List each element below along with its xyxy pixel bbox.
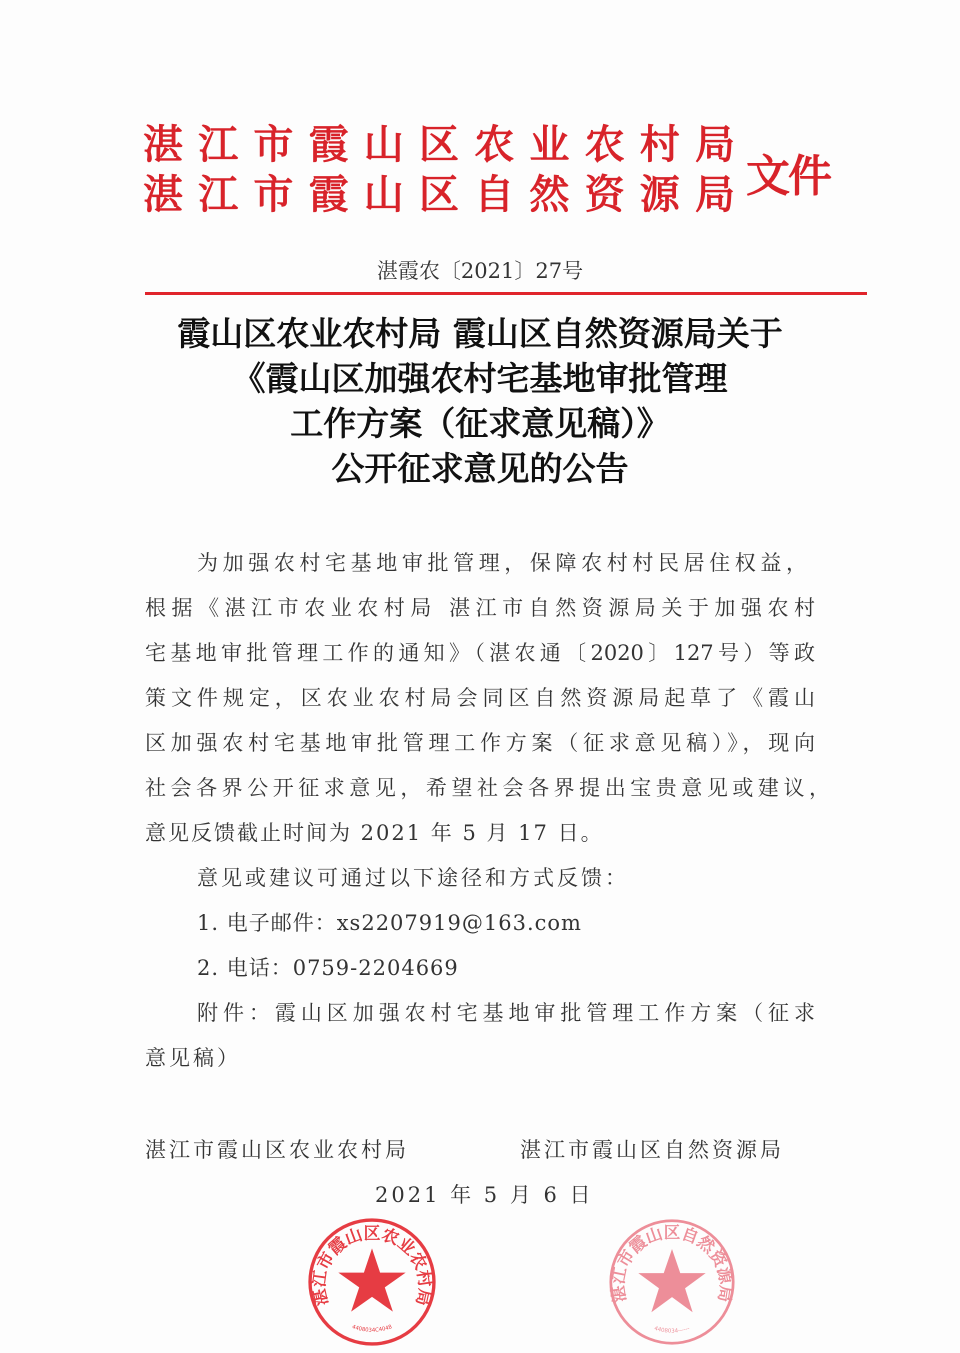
svg-text:湛江市霞山区农业农村局: 湛江市霞山区农业农村局	[308, 1222, 436, 1308]
issue-date: 2021 年 5 月 6 日	[375, 1183, 594, 1207]
title-line-2: 《霞山区加强农村宅基地审批管理	[232, 359, 728, 398]
body-line: 宅基地审批管理工作的通知》（湛农通〔2020〕127号）等政	[145, 641, 815, 665]
body-line: 社会各界公开征求意见，希望社会各界提出宝贵意见或建议，	[145, 776, 830, 800]
signature-right: 湛江市霞山区自然资源局	[520, 1138, 784, 1162]
body-line: 意见反馈截止时间为 2021 年 5 月 17 日。	[145, 821, 604, 845]
email-line: 1. 电子邮件：xs2207919@163.com	[197, 911, 582, 935]
body-line: 根据《湛江市农业农村局 湛江市自然资源局关于加强农村	[145, 596, 815, 620]
issuer-line-1: 湛江市霞山区农业农村局	[143, 121, 735, 168]
attachment-line: 附件：霞山区加强农村宅基地审批管理工作方案（征求	[197, 1001, 815, 1025]
red-divider	[145, 292, 867, 295]
svg-text:湛江市霞山区自然资源局: 湛江市霞山区自然资源局	[608, 1222, 736, 1304]
body-line: 策文件规定，区农业农村局会同区自然资源局起草了《霞山	[145, 686, 815, 710]
svg-text:4408034C4048: 4408034C4048	[351, 1324, 393, 1334]
body-line: 意见或建议可通过以下途径和方式反馈：	[197, 866, 629, 890]
doc-type-label: 文件	[746, 151, 830, 202]
phone-line: 2. 电话：0759-2204669	[197, 956, 459, 980]
attachment-line: 意见稿）	[145, 1046, 241, 1070]
official-seal-right	[606, 1216, 738, 1348]
official-seal-left	[306, 1216, 438, 1348]
title-line-4: 公开征求意见的公告	[331, 449, 629, 488]
title-line-1: 霞山区农业农村局 霞山区自然资源局关于	[177, 314, 783, 353]
signature-left: 湛江市霞山区农业农村局	[145, 1138, 409, 1162]
doc-number: 湛霞农〔2021〕27号	[376, 259, 584, 283]
svg-text:4408034------: 4408034------	[653, 1325, 691, 1335]
body-line: 区加强农村宅基地审批管理工作方案（征求意见稿）》，现向	[145, 731, 815, 755]
title-line-3: 工作方案（征求意见稿）》	[290, 404, 670, 443]
body-line: 为加强农村宅基地审批管理，保障农村村民居住权益，	[197, 551, 807, 575]
issuer-line-2: 湛江市霞山区自然资源局	[143, 171, 735, 218]
